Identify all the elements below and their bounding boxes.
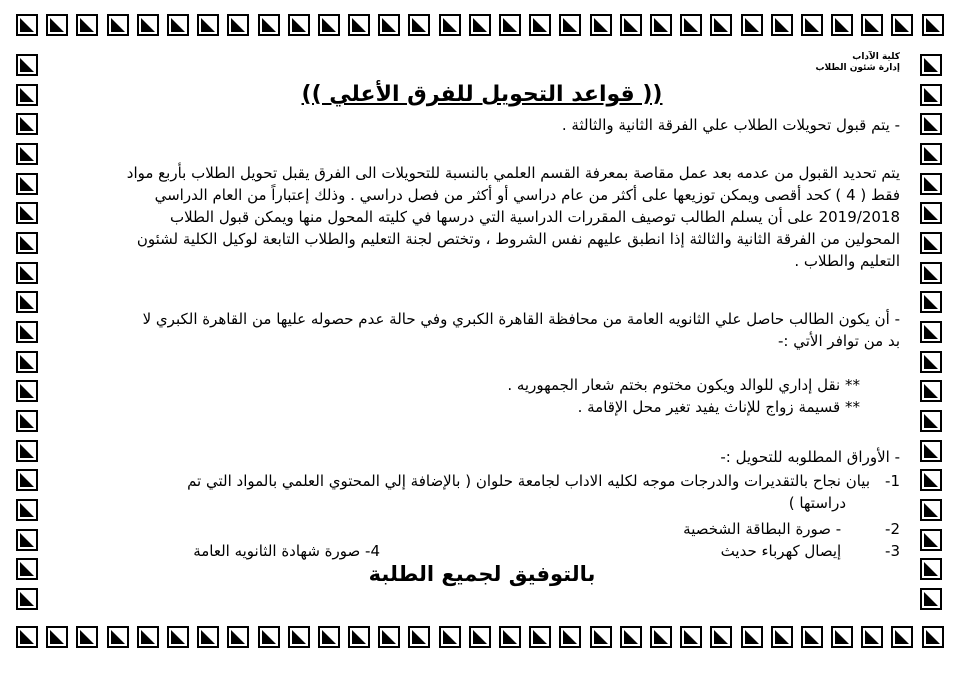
border-tile [920,262,942,284]
border-left [16,54,40,610]
document-item-2 [683,518,900,540]
border-tile [16,499,38,521]
document-text-cont: دراستها ) [788,494,846,512]
border-tile [469,14,491,36]
rule-1: - يتم قبول تحويلات الطلاب علي الفرقة الثانية والثالثة . [561,116,900,134]
border-tile [920,232,942,254]
border-tile [167,14,189,36]
border-tile [920,143,942,165]
border-tile [920,558,942,580]
border-tile [771,626,793,648]
border-tile [439,626,461,648]
document-number: 1- [885,472,900,490]
border-tile [920,54,942,76]
border-tile [46,626,68,648]
border-tile [801,626,823,648]
border-tile [16,202,38,224]
border-tile [920,173,942,195]
document-item-3 [721,540,900,562]
faculty-name: كلية الآداب [852,52,900,62]
border-tile [920,440,942,462]
border-tile [439,14,461,36]
border-tile [258,14,280,36]
rule-2 [64,162,900,272]
border-tile [16,380,38,402]
border-tile [16,173,38,195]
border-tile [16,84,38,106]
border-tile [107,626,129,648]
border-tile [771,14,793,36]
border-tile [891,626,913,648]
border-tile [922,14,944,36]
border-tile [920,321,942,343]
requirement-item: ** قسيمة زواج للإناث يفيد تغير محل الإقامة . [577,398,860,416]
department-name: إدارة شئون الطلاب [815,63,900,73]
border-tile [16,440,38,462]
border-tile [76,626,98,648]
border-tile [620,626,642,648]
page-title: (( قواعد التحويل للفرق الأعلي )) [301,82,663,107]
border-tile [16,469,38,491]
border-tile [741,626,763,648]
border-tile [920,202,942,224]
border-tile [920,588,942,610]
border-tile [861,626,883,648]
border-tile [348,626,370,648]
document-text: إيصال كهرباء حديث [720,542,842,560]
border-tile [529,626,551,648]
letterhead [815,52,900,74]
border-tile [197,14,219,36]
rule-2-line: 2019/2018 على أن يسلم الطالب توصيف المقررات الدراسية التي درسها في كليته المحول منها ويمكن قبول الطلاب [169,208,900,226]
border-tile [590,14,612,36]
border-tile [16,232,38,254]
border-tile [16,113,38,135]
document-body [64,52,900,597]
border-tile [107,14,129,36]
border-tile [16,529,38,551]
border-tile [499,626,521,648]
border-tile [920,291,942,313]
border-right [920,54,944,610]
border-tile [920,380,942,402]
border-tile [16,321,38,343]
border-tile [920,529,942,551]
border-tile [46,14,68,36]
border-tile [76,14,98,36]
requirements-list [64,374,860,418]
border-tile [891,14,913,36]
rule-3-line: - أن يكون الطالب حاصل علي الثانويه العامة من محافظة القاهرة الكبري وفي حالة عدم حصوله عليها من القاهرة الكبري لا [142,310,900,328]
border-tile [920,469,942,491]
rule-2-line: فقط ( 4 ) كحد أقصى ويمكن توزيعها على أكثر من عام دراسي أو أكثر من فصل دراسي . وذلك إعتباراً من العام الدراسي [154,186,900,204]
border-tile [258,626,280,648]
border-tile [920,410,942,432]
border-tile [680,626,702,648]
border-tile [288,14,310,36]
border-tile [469,626,491,648]
border-tile [920,113,942,135]
border-tile [650,14,672,36]
border-tile [137,626,159,648]
border-tile [16,262,38,284]
rule-2-line: التعليم والطلاب . [794,252,900,270]
border-tile [137,14,159,36]
border-tile [378,626,400,648]
border-tile [922,626,944,648]
rule-2-line: المحولين من الفرقة الثانية والثالثة إذا انطبق عليهم نفس الشروط ، وتختص لجنة التعليم والطلاب التابعة لوكيل الكلية لشئون [136,230,900,248]
border-tile [288,626,310,648]
border-tile [650,626,672,648]
border-tile [559,14,581,36]
border-tile [16,410,38,432]
border-tile [227,626,249,648]
border-tile [680,14,702,36]
border-tile [710,14,732,36]
border-tile [16,143,38,165]
border-tile [167,626,189,648]
border-tile [16,588,38,610]
border-tile [16,626,38,648]
border-tile [920,499,942,521]
border-tile [559,626,581,648]
border-tile [920,84,942,106]
document-text: بيان نجاح بالتقديرات والدرجات موجه لكليه الاداب لجامعة حلوان ( بالإضافة إلي المحتوي العلمي بالمواد التي تم [187,472,870,490]
border-tile [861,14,883,36]
documents-heading: - الأوراق المطلوبه للتحويل :- [720,448,900,466]
border-tile [318,626,340,648]
border-tile [801,14,823,36]
rule-2-line: يتم تحديد القبول من عدمه بعد عمل مقاصة بمعرفة القسم العلمي بالنسبة للتحويلات الى الفرق يقبل تحويل الطلاب بأربع مواد [126,164,900,182]
border-tile [378,14,400,36]
border-tile [16,558,38,580]
border-tile [318,14,340,36]
border-tile [16,291,38,313]
border-tile [348,14,370,36]
border-tile [741,14,763,36]
document-number: 2- [885,520,900,538]
border-tile [16,351,38,373]
rule-3-line: بد من توافر الأتي :- [778,332,900,350]
document-item-1 [64,470,900,514]
border-top [16,14,944,38]
border-bottom [16,626,944,650]
border-tile [831,14,853,36]
border-tile [529,14,551,36]
requirement-item: ** نقل إداري للوالد ويكون مختوم بختم شعار الجمهوريه . [507,376,860,394]
border-tile [408,14,430,36]
border-tile [590,626,612,648]
border-tile [408,626,430,648]
border-tile [920,351,942,373]
document-text: - صورة البطاقة الشخصية [683,520,842,538]
border-tile [197,626,219,648]
border-tile [16,54,38,76]
border-tile [710,626,732,648]
closing-message: بالتوفيق لجميع الطلبة [368,562,596,586]
border-tile [16,14,38,36]
border-tile [499,14,521,36]
document-number: 3- [885,542,900,560]
border-tile [620,14,642,36]
rule-3 [64,308,900,352]
border-tile [831,626,853,648]
border-tile [227,14,249,36]
document-item-4: 4- صورة شهادة الثانويه العامة [193,542,380,560]
